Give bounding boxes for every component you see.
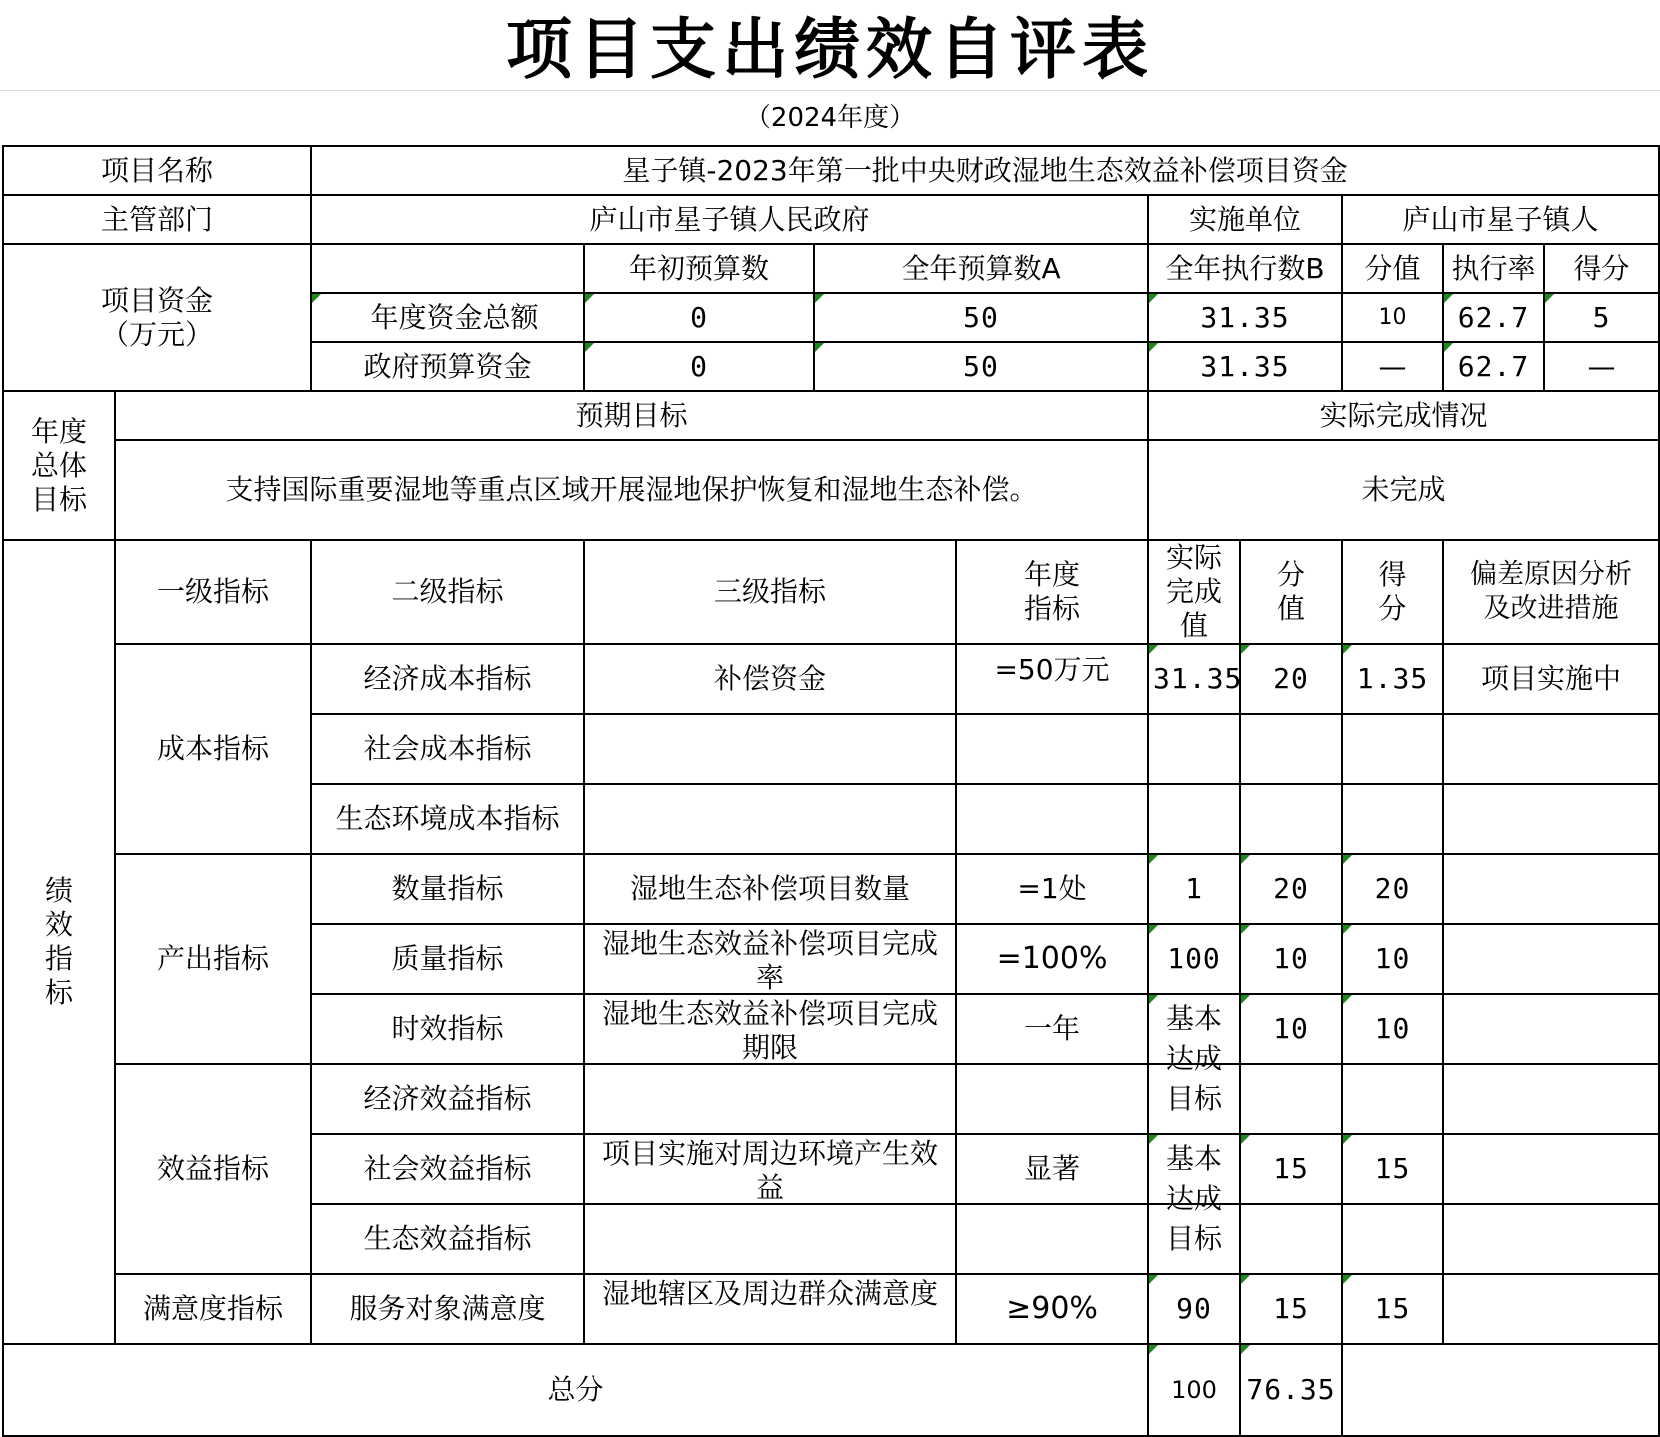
funds-row-initial[interactable]: 0: [584, 342, 814, 391]
indicator-actual[interactable]: 90: [1148, 1274, 1240, 1344]
header-target-line1: 年度: [1024, 558, 1081, 591]
cell-marker: [1241, 1275, 1250, 1284]
indicator-score-value[interactable]: [1240, 1064, 1342, 1134]
header-deviation-line1: 偏差原因分析: [1470, 559, 1633, 590]
total-blank: [1342, 1344, 1659, 1436]
cell-marker: [1149, 1135, 1158, 1144]
funds-header-executed: 全年执行数B: [1148, 244, 1342, 293]
indicator-score[interactable]: 10: [1342, 994, 1443, 1064]
total-score-value[interactable]: 100: [1148, 1344, 1240, 1436]
funds-row-rate[interactable]: 62.7: [1443, 342, 1544, 391]
header-score-line1: 得: [1378, 558, 1407, 591]
indicator-level3[interactable]: 项目实施对周边环境产生效益: [584, 1134, 956, 1204]
indicator-score[interactable]: 1.35: [1342, 644, 1443, 714]
sheet-gridline: [0, 90, 1660, 91]
indicator-target[interactable]: [956, 784, 1148, 854]
cell-marker: [1241, 855, 1250, 864]
cell-marker: [1149, 1345, 1158, 1354]
indicator-level3[interactable]: [584, 714, 956, 784]
indicator-actual[interactable]: [1148, 1204, 1240, 1274]
indicator-level3[interactable]: 湿地辖区及周边群众满意度: [584, 1274, 956, 1344]
performance-label-char: 绩: [44, 874, 73, 907]
indicator-deviation[interactable]: [1443, 1134, 1659, 1204]
funds-row-annual[interactable]: 50: [814, 293, 1148, 342]
header-actual-line1: 实际: [1166, 541, 1223, 574]
funds-header-score-value: 分值: [1342, 244, 1443, 293]
header-score-value: [1240, 540, 1342, 644]
page-title: 项目支出绩效自评表: [506, 10, 1154, 88]
indicator-deviation[interactable]: [1443, 1064, 1659, 1134]
indicator-level2: 经济成本指标: [311, 644, 584, 714]
indicator-level2: 服务对象满意度: [311, 1274, 584, 1344]
expected-goal-header: 预期目标: [115, 391, 1148, 440]
indicator-score[interactable]: [1342, 714, 1443, 784]
indicator-score-value[interactable]: [1240, 1204, 1342, 1274]
cell-marker: [1149, 1275, 1158, 1284]
funds-row-rate[interactable]: 62.7: [1443, 293, 1544, 342]
indicator-actual[interactable]: 100: [1148, 924, 1240, 994]
funds-header-initial: 年初预算数: [584, 244, 814, 293]
indicator-level3[interactable]: 湿地生态效益补偿项目完成期限: [584, 994, 956, 1064]
funds-blank-header: [311, 244, 584, 293]
cell-marker: [1149, 645, 1158, 654]
indicator-level3[interactable]: [584, 1064, 956, 1134]
cell-marker: [1343, 1275, 1352, 1284]
header-target-line2: 指标: [1024, 592, 1081, 625]
header-score-value-line2: 值: [1277, 592, 1306, 625]
cell-marker: [585, 343, 594, 352]
header-actual-line2: 完成值: [1166, 575, 1223, 642]
dept-label: 主管部门: [3, 195, 311, 244]
evaluation-table: [2, 145, 1660, 1437]
expected-goal-text[interactable]: 支持国际重要湿地等重点区域开展湿地保护恢复和湿地生态补偿。: [115, 440, 1148, 540]
indicator-level3[interactable]: 湿地生态补偿项目数量: [584, 854, 956, 924]
cell-marker: [1241, 1135, 1250, 1144]
indicator-level2: 社会效益指标: [311, 1134, 584, 1204]
project-name-value[interactable]: 星子镇-2023年第一批中央财政湿地生态效益补偿项目资金: [311, 146, 1659, 195]
indicator-target[interactable]: =50万元: [956, 644, 1148, 714]
performance-label: [3, 540, 115, 1344]
indicator-score[interactable]: [1342, 784, 1443, 854]
indicator-level3[interactable]: [584, 784, 956, 854]
indicator-level2: 生态效益指标: [311, 1204, 584, 1274]
indicator-actual[interactable]: [1148, 784, 1240, 854]
funds-header-annual: 全年预算数A: [814, 244, 1148, 293]
goals-label-line1: 年度: [30, 414, 87, 448]
funds-label-line1: 项目资金: [101, 283, 214, 317]
indicator-score-value[interactable]: [1240, 714, 1342, 784]
goals-label-line3: 目标: [30, 482, 87, 516]
group-output: 产出指标: [115, 854, 311, 1064]
group-benefit: 效益指标: [115, 1064, 311, 1274]
indicator-score-value[interactable]: 15: [1240, 1134, 1342, 1204]
indicator-actual[interactable]: 基本达成目标: [1148, 1134, 1240, 1204]
cell-marker: [1444, 343, 1453, 352]
cell-marker: [585, 294, 594, 303]
indicator-level3[interactable]: [584, 1204, 956, 1274]
indicator-score-value[interactable]: 20: [1240, 854, 1342, 924]
funds-row-executed[interactable]: 31.35: [1148, 293, 1342, 342]
cell-marker: [1149, 995, 1158, 1004]
header-score-value-line1: 分: [1277, 558, 1306, 591]
header-deviation: [1443, 540, 1659, 644]
indicator-deviation[interactable]: [1443, 854, 1659, 924]
indicator-level2: 经济效益指标: [311, 1064, 584, 1134]
indicator-deviation[interactable]: 项目实施中: [1443, 644, 1659, 714]
indicator-score[interactable]: [1342, 1064, 1443, 1134]
cell-marker: [1545, 294, 1554, 303]
indicator-actual[interactable]: 基本达成目标: [1148, 994, 1240, 1064]
group-cost: 成本指标: [115, 644, 311, 854]
indicator-deviation[interactable]: [1443, 994, 1659, 1064]
actual-completion-header: 实际完成情况: [1148, 391, 1659, 440]
indicator-actual[interactable]: [1148, 714, 1240, 784]
indicator-level3[interactable]: 湿地生态效益补偿项目完成率: [584, 924, 956, 994]
cell-marker: [1149, 343, 1158, 352]
total-score[interactable]: 76.35: [1240, 1344, 1342, 1436]
funds-row-initial[interactable]: 0: [584, 293, 814, 342]
group-satisfaction: 满意度指标: [115, 1274, 311, 1344]
cell-marker: [1241, 1345, 1250, 1354]
indicator-level2: 数量指标: [311, 854, 584, 924]
indicator-score-value[interactable]: [1240, 784, 1342, 854]
indicator-score-value[interactable]: 10: [1240, 994, 1342, 1064]
cell-marker: [1149, 294, 1158, 303]
indicator-level2: 时效指标: [311, 994, 584, 1064]
indicator-score[interactable]: 10: [1342, 924, 1443, 994]
funds-row-executed[interactable]: 31.35: [1148, 342, 1342, 391]
header-score: [1342, 540, 1443, 644]
performance-label-char: 效: [44, 908, 73, 941]
cell-marker: [1241, 925, 1250, 934]
indicator-target[interactable]: ≥90%: [956, 1274, 1148, 1344]
indicator-level2: 质量指标: [311, 924, 584, 994]
cell-marker: [1343, 995, 1352, 1004]
indicator-actual[interactable]: 31.35: [1148, 644, 1240, 714]
goals-label: [3, 391, 115, 540]
indicator-deviation[interactable]: [1443, 924, 1659, 994]
performance-label-char: 指: [44, 942, 73, 975]
indicator-score[interactable]: 15: [1342, 1274, 1443, 1344]
actual-completion-text[interactable]: 未完成: [1148, 440, 1659, 540]
funds-label: [3, 244, 311, 391]
funds-label-line2: （万元）: [101, 317, 214, 351]
funds-row-score[interactable]: 5: [1544, 293, 1659, 342]
header-actual: [1148, 540, 1240, 644]
indicator-score-value[interactable]: 20: [1240, 644, 1342, 714]
indicator-score[interactable]: 20: [1342, 854, 1443, 924]
cell-marker: [1149, 925, 1158, 934]
indicator-target[interactable]: 一年: [956, 994, 1148, 1064]
cell-marker: [1444, 294, 1453, 303]
impl-value[interactable]: 庐山市星子镇人: [1342, 195, 1659, 244]
header-level2: 二级指标: [311, 540, 584, 644]
header-target: [956, 540, 1148, 644]
indicator-score[interactable]: [1342, 1204, 1443, 1274]
goals-label-line2: 总体: [30, 448, 87, 482]
project-name-label: 项目名称: [3, 146, 311, 195]
cell-marker: [815, 343, 824, 352]
header-level1: 一级指标: [115, 540, 311, 644]
cell-marker: [815, 294, 824, 303]
dept-value[interactable]: 庐山市星子镇人民政府: [311, 195, 1148, 244]
cell-marker: [1343, 855, 1352, 864]
indicator-deviation[interactable]: [1443, 714, 1659, 784]
header-level3: 三级指标: [584, 540, 956, 644]
indicator-target[interactable]: =100%: [956, 924, 1148, 994]
funds-row-annual[interactable]: 50: [814, 342, 1148, 391]
funds-header-rate: 执行率: [1443, 244, 1544, 293]
indicator-actual[interactable]: 1: [1148, 854, 1240, 924]
funds-row-score-value[interactable]: —: [1342, 342, 1443, 391]
cell-marker: [312, 294, 321, 303]
funds-row-label: 年度资金总额: [311, 293, 584, 342]
indicator-target[interactable]: [956, 714, 1148, 784]
funds-row-score-value[interactable]: 10: [1342, 293, 1443, 342]
indicator-score[interactable]: 15: [1342, 1134, 1443, 1204]
cell-marker: [1343, 925, 1352, 934]
indicator-level2: 生态环境成本指标: [311, 784, 584, 854]
indicator-level2: 社会成本指标: [311, 714, 584, 784]
indicator-deviation[interactable]: [1443, 1204, 1659, 1274]
indicator-score-value[interactable]: 10: [1240, 924, 1342, 994]
funds-header-score: 得分: [1544, 244, 1659, 293]
indicator-target[interactable]: [956, 1204, 1148, 1274]
cell-marker: [1343, 1135, 1352, 1144]
indicator-target[interactable]: [956, 1064, 1148, 1134]
header-score-line2: 分: [1378, 592, 1407, 625]
cell-marker: [1343, 645, 1352, 654]
indicator-actual[interactable]: [1148, 1064, 1240, 1134]
header-deviation-line2: 及改进措施: [1483, 593, 1619, 624]
impl-label: 实施单位: [1148, 195, 1342, 244]
indicator-score-value[interactable]: 15: [1240, 1274, 1342, 1344]
indicator-target[interactable]: =1处: [956, 854, 1148, 924]
indicator-target[interactable]: 显著: [956, 1134, 1148, 1204]
cell-marker: [1149, 855, 1158, 864]
cell-marker: [1241, 995, 1250, 1004]
total-label: 总分: [3, 1344, 1148, 1436]
cell-marker: [1241, 645, 1250, 654]
indicator-deviation[interactable]: [1443, 784, 1659, 854]
indicator-deviation[interactable]: [1443, 1274, 1659, 1344]
indicator-level3[interactable]: 补偿资金: [584, 644, 956, 714]
funds-row-score[interactable]: —: [1544, 342, 1659, 391]
funds-row-label: 政府预算资金: [311, 342, 584, 391]
performance-label-char: 标: [44, 976, 73, 1009]
page-subtitle: （2024年度）: [744, 103, 916, 133]
